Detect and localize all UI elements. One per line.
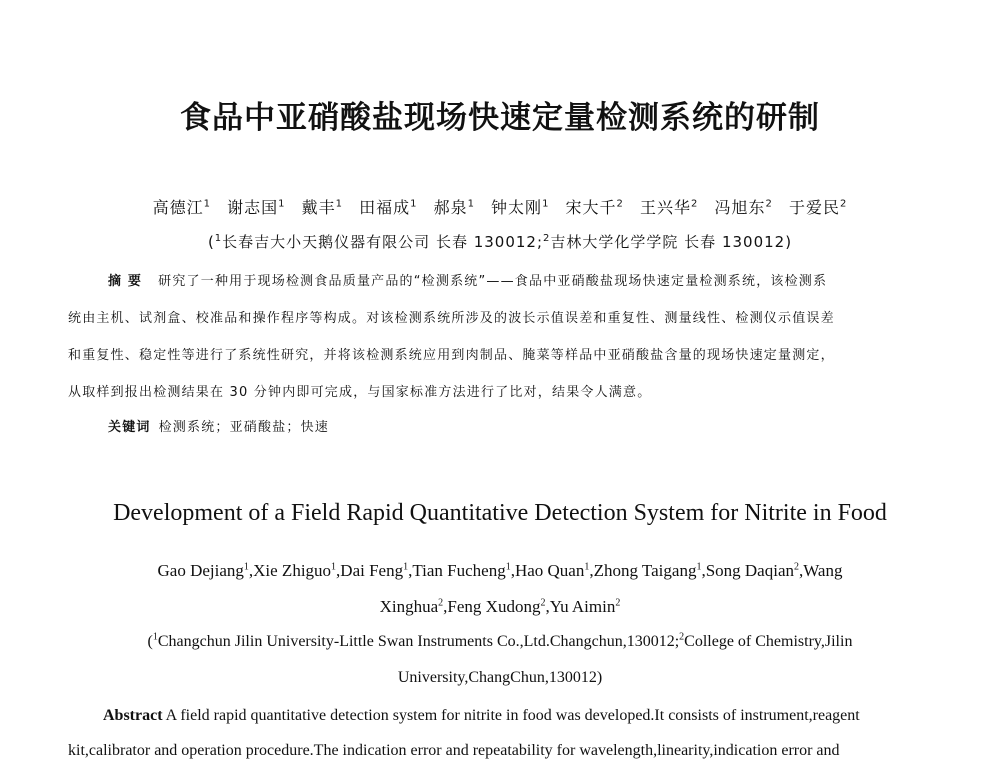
abstract-label: 摘 要 <box>108 274 143 289</box>
english-affiliation-line: University,ChangChun,130012) <box>397 669 603 686</box>
chinese-abstract-line: 从取样到报出检测结果在 30 分钟内即可完成，与国家标准方法进行了比对，结果令人满意。 <box>68 385 652 400</box>
author: 钟太刚$^1$ <box>491 198 550 217</box>
author: 冯旭东$^2$ <box>714 198 773 217</box>
chinese-keywords: 关键词 检测系统；亚硝酸盐；快速 <box>108 420 330 435</box>
author: 郝泉$^1$ <box>433 198 475 217</box>
chinese-authors <box>0 195 1000 218</box>
english-abstract-line: kit,calibrator and operation procedure.The indication error and repeatability for wavelength,linearity,indication error and <box>68 742 840 759</box>
author: 谢志国$^1$ <box>227 198 286 217</box>
chinese-affiliation: ($^1$长春吉大小天鹅仪器有限公司 长春 130012;$^2$吉林大学化学学院 长春 130012) <box>207 233 793 251</box>
keywords-label: 关键词 <box>108 420 151 435</box>
chinese-abstract-line: 统由主机、试剂盒、校准品和操作程序等构成。对该检测系统所涉及的波长示值误差和重复性、测量线性、检测仪示值误差 <box>68 311 835 326</box>
english-abstract-line: Abstract A field rapid quantitative detection system for nitrite in food was developed.It consists of instrument,reagent <box>103 707 860 724</box>
author: 于爱民$^2$ <box>788 198 848 217</box>
english-title: Development of a Field Rapid Quantitative Detection System for Nitrite in Food <box>113 500 887 526</box>
chinese-abstract-line: 和重复性、稳定性等进行了系统性研究，并将该检测系统应用到肉制品、腌菜等样品中亚硝酸盐含量的现场快速定量测定， <box>68 348 835 363</box>
author: 宋大千$^2$ <box>565 198 624 217</box>
author: 田福成$^1$ <box>359 198 418 217</box>
english-authors-line: Xinghua$^2$,Feng Xudong$^2$,Yu Aimin$^2$ <box>379 597 621 616</box>
english-authors-line: Gao Dejiang$^1$,Xie Zhiguo$^1$,Dai Feng$^1$,Tian Fucheng$^1$,Hao Quan$^1$,Zhong Taigang$^1$,Song Daqian$^2$,Wang <box>157 561 843 580</box>
english-affiliation-line: ($^1$Changchun Jilin University-Little Swan Instruments Co.,Ltd.Changchun,130012;$^2$College of Chemistry,Jilin <box>147 631 853 650</box>
author: 王兴华$^2$ <box>640 198 699 217</box>
author: 高德江$^1$ <box>152 198 212 217</box>
chinese-title: 食品中亚硝酸盐现场快速定量检测系统的研制 <box>180 100 820 136</box>
english-abstract-label: Abstract <box>103 707 163 724</box>
chinese-abstract-line: 摘 要 研究了一种用于现场检测食品质量产品的“检测系统”——食品中亚硝酸盐现场快速定量检测系统，该检测系 <box>108 274 828 289</box>
author: 戴丰$^1$ <box>301 198 343 217</box>
